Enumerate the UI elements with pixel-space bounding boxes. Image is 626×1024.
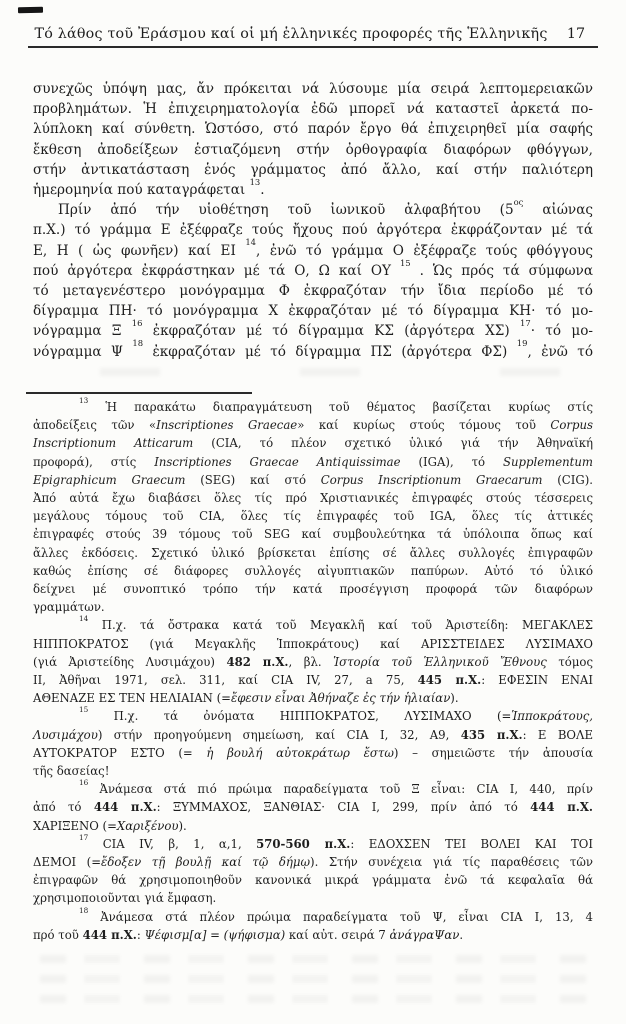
page-header: [28, 26, 598, 48]
text-line: (γιά Ἀριστείδης Λυσιμάχου) 482 π.Χ., βλ. Ἱστορία τοῦ Ἑλληνικοῦ Ἔθνους τόμος: [33, 654, 593, 669]
footnote-separator-rule: [26, 392, 252, 394]
text-line: Ε, Η ( ὡς φωνῆεν) καί ΕΙ $^{14}$, ἐνῶ τό γράμμα Ο ἐξέφραζε τούς φθόγγους: [33, 237, 593, 259]
text-line: πού ἀργότερα ἐκφράστηκαν μέ τά Ο, Ω καί ΟΥ $^{15}$ . Ὡς πρός τά σύμφωνα: [33, 257, 594, 279]
footnote-13: [33, 395, 593, 616]
text-line: π.Χ.) τό γράμμα Ε ἐξέφραζε τούς ἤχους πού ἀργότερα ἐκφράζονταν μέ τά: [33, 222, 593, 239]
footnote-ref-superscript: ος: [513, 196, 524, 207]
text-line: Inscriptionum Atticarum (CIA, τό πλέον σχετικό ὑλικό γιά τήν Ἀθηναϊκή: [33, 436, 593, 451]
text-line: χρησιμοποιοῦνται γιά ἔμφαση.: [33, 891, 217, 906]
footnote-14: [33, 616, 593, 707]
text-line: καθώς ἐπίσης σέ διάφορες συλλογές αἰγυπτιακῶν παπύρων. Αὐτό τό ὑλικό: [33, 563, 593, 578]
text-line: τῆς δασείας!: [33, 764, 110, 779]
text-line: νόγραμμα Ξ $^{16}$ ἐκφραζόταν μέ τό δίγραμμα ΚΣ (ἀργότερα ΧΣ) $^{17}$· τό μο-: [33, 318, 593, 340]
footnote-ref-superscript: 16: [79, 778, 89, 788]
text-line: προφορά), στίς Inscriptiones Graecae Antiquissimae (IGA), τό Supplementum: [33, 454, 593, 469]
footnote-ref-superscript: 17: [520, 318, 531, 329]
text-line: ΗΙΠΠΟΚΡΑΤΟΣ (γιά Μεγακλῆς Ἱπποκράτους) καί ΑΡΙΣΣΤΕΙΔΕΣ ΛΥΣΙΜΑΧΟ: [33, 636, 593, 651]
footnote-ref-superscript: 17: [79, 832, 89, 842]
text-line: ΧΑΡΙΞΕΝΟ (=Χαριξένου).: [33, 818, 187, 833]
footnote-ref-superscript: 16: [131, 318, 143, 329]
footnote-ref-superscript: 13: [249, 176, 261, 187]
page-number: 17: [566, 26, 586, 42]
footnote-ref-superscript: 15: [79, 705, 89, 715]
text-line: ΔΕΜΟΙ (=ἔδοξεν τῇ βουλῇ καί τῷ δήμῳ). Στήν συνέχεια γιά τίς παραθέσεις τῶν: [33, 855, 593, 870]
text-line: Ἀπό αὐτά ἔχω διαβάσει ὅλες τίς πρό Χριστιανικές ἐπιγραφές στούς τέσσερεις: [33, 491, 593, 506]
text-line: δίγραμμα ΠΗ· τό μονόγραμμα Χ ἐκφραζόταν μέ τό δίγραμμα ΚΗ· τό μο-: [33, 303, 593, 320]
text-line: $^{16}$ Ἀνάμεσα στά πιό πρώιμα παραδείγματα τοῦ Ξ εἶναι: CIA I, 440, πρίν: [79, 778, 593, 797]
footnote-15: [33, 707, 593, 780]
bleed-through-artifact: [40, 955, 586, 1015]
text-line: $^{13}$ Ἡ παρακάτω διαπραγμάτευση τοῦ θέματος βασίζεται κυρίως στίς: [79, 395, 593, 414]
text-line: $^{15}$ Π.χ. τά ὀνόματα ΗΙΠΠΟΚΡΑΤΟΣ, ΛΥΣΙΜΑΧΟ (=Ἱπποκράτους,: [79, 705, 593, 724]
footnotes-section: [33, 395, 594, 944]
footnote-ref-superscript: 19: [516, 338, 528, 349]
footnote-17: [33, 832, 593, 908]
text-line: προβλημάτων. Ἡ ἐπιχειρηματολογία ἐδῶ μπορεῖ νά καταστεῖ ἀρκετά πο-: [33, 101, 593, 118]
text-line: $^{17}$ CIA IV, β, 1, α,1, 570-560 π.Χ.: ΕΔΟΧΣΕΝ ΤΕΙ ΒΟΛΕΙ ΚΑΙ ΤΟΙ: [79, 832, 593, 851]
footnote-18: [33, 905, 593, 944]
text-line: ἀποδείξεις τῶν «Inscriptiones Graecae» καί κυρίως στούς τόμους τοῦ Corpus: [33, 418, 593, 433]
text-line: ΙΙ, Ἀθῆναι 1971, σελ. 311, καί CIA IV, 27, a 75, 445 π.Χ.: ΕΦΕΣΙΝ ΕΝΑΙ: [33, 673, 593, 688]
text-line: ΑΘΕΝΑΖΕ ΕΣ ΤΕΝ ΗΕΛΙΑΙΑΝ (=ἔφεσιν εἶναι Ἀθήναζε ἐς τήν ἡλιαίαν).: [33, 691, 459, 706]
text-line: νόγραμμα Ψ $^{18}$ ἐκφραζόταν μέ τό δίγραμμα ΠΣ (ἀργότερα ΦΣ) $^{19}$, ἐνῶ τό: [33, 338, 594, 360]
text-line: πρό τοῦ 444 π.Χ.: Ψέφισμ[α] = (ψήφισμα) καί αὐτ. σειρά 7 ἀνάγραΨαν.: [33, 927, 464, 942]
footnote-ref-superscript: 13: [79, 395, 89, 405]
footnote-ref-superscript: 14: [79, 614, 89, 624]
text-line: γραμμάτων.: [33, 600, 105, 615]
text-line: τό μεταγενέστερο μονόγραμμα Φ ἐκφραζόταν τήν ἴδια περίοδο μέ τό: [33, 283, 593, 300]
text-line: Epigraphicum Graecum (SEG) καί στό Corpus Inscriptionum Graecarum (CIG).: [33, 472, 593, 487]
text-line: ἀπό τό 444 π.Χ.: ΞΥΜΜΑΧΟΣ, ΞΑΝΘΙΑΣ· CIA I, 299, πρίν ἀπό τό 444 π.Χ.: [33, 800, 593, 815]
text-line: ἡμερομηνία πού καταγράφεται $^{13}$.: [33, 176, 265, 199]
bleed-through-artifact: [40, 368, 586, 388]
body-text: [33, 79, 593, 362]
running-title: Τό λάθος τοῦ Ἐράσμου καί οἱ μή ἑλληνικές προφορές τῆς Ἑλληνικῆς: [34, 26, 548, 42]
footnote-ref-superscript: 18: [79, 905, 89, 915]
text-line: $^{14}$ Π.χ. τά ὄστρακα κατά τοῦ Μεγακλῆ καί τοῦ Ἀριστείδη: ΜΕΓΑΚΛΕΣ: [79, 614, 593, 633]
text-line: ΑΥΤΟΚΡΑΤΟΡ ΕΣΤΟ (= ἡ βουλή αὐτοκράτωρ ἔστω) – σημειῶστε τήν ἀπουσία: [33, 745, 594, 760]
text-line: ἐπιγραφῶν θά χρησιμοποιηθοῦν κανονικά μικρά γράμματα ἐνῶ τά κεφαλαῖα θά: [33, 873, 593, 888]
text-line: $^{18}$ Ἀνάμεσα στά πλέον πρώιμα παραδείγματα τοῦ Ψ, εἶναι CIA I, 13, 4: [79, 905, 593, 924]
text-line: ἄλλες ἐκδόσεις. Σχετικό ὑλικό βρίσκεται ἐπίσης σέ ἄλλες συλλογές ἐπιγραφῶν: [33, 545, 593, 560]
text-line: ἔκθεση ἀποδείξεων ἑστιαζόμενη στήν ὀρθογραφία διαφόρων φθόγγων,: [33, 141, 593, 158]
text-line: Πρίν ἀπό τήν υἱοθέτηση τοῦ ἰωνικοῦ ἀλφαβήτου ($5^{o\varsigma}$ αἰώνας: [58, 196, 593, 219]
text-line: Λυσιμάχου) στήν προηγούμενη σημείωση, καί CIA I, 32, A9, 435 π.Χ.: Ε ΒΟΛΕ: [33, 727, 593, 742]
text-line: συνεχῶς ὑπόψη μας, ἄν πρόκειται νά λύσουμε μία σειρά λεπτομερειακῶν: [33, 81, 593, 97]
text-line: λύπλοκη καί σύνθετη. Ὡστόσο, στό παρόν ἔργο θά ἐπιχειρηθεῖ μία σαφής: [33, 121, 593, 138]
footnote-ref-superscript: 15: [399, 257, 411, 268]
footnote-16: [33, 780, 593, 835]
paragraph: [33, 196, 594, 362]
text-line: ἐπιγραφές στούς 39 τόμους τοῦ SEG καί συμβουλεύτηκα τά ὑπόλοιπα ὅπως καί: [33, 527, 593, 542]
scan-artifact-mark: [18, 7, 43, 13]
paragraph: [33, 79, 593, 200]
footnote-ref-superscript: 18: [132, 338, 144, 349]
text-line: μεγάλους τόμους τοῦ CIA, ὅλες τίς ἐπιγραφές τοῦ IGA, ὅλες τίς ἀττικές: [33, 509, 593, 524]
text-line: δείχνει μέ συνοπτικό τρόπο τήν κατά προσέγγιση προφορά τῶν διαφόρων: [33, 582, 593, 597]
footnote-ref-superscript: 14: [245, 237, 257, 248]
text-line: στήν ἀντικατάσταση ἑνός γράμματος ἀπό ἄλλο, καί στήν παλιότερη: [33, 161, 593, 178]
